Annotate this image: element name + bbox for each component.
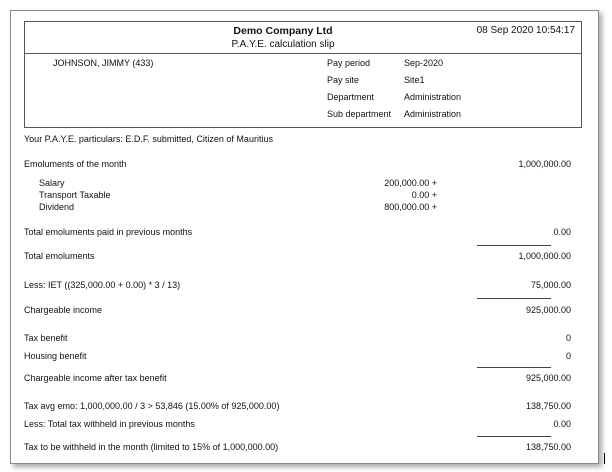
sub-department-label: Sub department bbox=[327, 109, 392, 119]
slip-header bbox=[24, 21, 582, 128]
line-prev-tax-amount: 0.00 bbox=[553, 419, 571, 429]
line-chargeable-income-label: Chargeable income bbox=[24, 305, 103, 315]
header-title-band bbox=[25, 22, 581, 54]
line-iet-amount: 75,000.00 bbox=[530, 280, 571, 290]
sub-department-value: Administration bbox=[404, 109, 462, 119]
employee-name: JOHNSON, JIMMY (433) bbox=[53, 58, 154, 68]
salary-label: Salary bbox=[39, 178, 65, 188]
department-value: Administration bbox=[404, 92, 462, 102]
dividend-amount: 800,000.00 + bbox=[384, 202, 437, 212]
line-tax-benefit-label: Tax benefit bbox=[24, 333, 68, 343]
subtotal-rule bbox=[477, 298, 551, 299]
pay-period-value: Sep-2020 bbox=[404, 58, 444, 68]
line-after-benefit-label: Chargeable income after tax benefit bbox=[24, 373, 167, 383]
print-datetime: 08 Sep 2020 10:54:17 bbox=[476, 25, 575, 36]
department-label: Department bbox=[327, 92, 375, 102]
line-tax-avg-label: Tax avg emo: 1,000,000.00 / 3 > 53,846 (15.00% of 925,000.00) bbox=[24, 401, 280, 411]
transport-taxable-label: Transport Taxable bbox=[39, 190, 111, 200]
line-prev-tax-label: Less: Total tax withheld in previous months bbox=[24, 419, 195, 429]
transport-taxable-amount: 0.00 + bbox=[411, 190, 437, 200]
line-tax-withheld-amount: 138,750.00 bbox=[525, 442, 571, 452]
line-after-benefit-amount: 925,000.00 bbox=[525, 373, 571, 383]
slip-title: P.A.Y.E. calculation slip bbox=[231, 39, 335, 50]
subtotal-rule bbox=[477, 436, 551, 437]
line-tax-benefit-amount: 0 bbox=[565, 333, 571, 343]
text-cursor bbox=[604, 453, 605, 464]
pay-period-label: Pay period bbox=[327, 58, 371, 68]
line-tax-avg-amount: 138,750.00 bbox=[525, 401, 571, 411]
pay-site-value: Site1 bbox=[404, 75, 425, 85]
subtotal-rule bbox=[477, 367, 551, 368]
line-housing-benefit-amount: 0 bbox=[565, 351, 571, 361]
line-iet-label: Less: IET ((325,000.00 + 0.00) * 3 / 13) bbox=[24, 280, 181, 290]
dividend-label: Dividend bbox=[39, 202, 75, 212]
line-prev-emoluments-amount: 0.00 bbox=[553, 227, 571, 237]
emoluments-label: Emoluments of the month bbox=[24, 159, 127, 169]
line-housing-benefit-label: Housing benefit bbox=[24, 351, 87, 361]
company-name: Demo Company Ltd bbox=[233, 25, 333, 37]
emoluments-amount: 1,000,000.00 bbox=[518, 159, 571, 169]
line-prev-emoluments-label: Total emoluments paid in previous months bbox=[24, 227, 193, 237]
paye-slip-page bbox=[10, 10, 599, 464]
salary-amount: 200,000.00 + bbox=[384, 178, 437, 188]
pay-site-label: Pay site bbox=[327, 75, 360, 85]
paye-particulars: Your P.A.Y.E. particulars: E.D.F. submitted, Citizen of Mauritius bbox=[24, 134, 273, 144]
line-total-emoluments-label: Total emoluments bbox=[24, 251, 95, 261]
subtotal-rule bbox=[477, 245, 551, 246]
line-total-emoluments-amount: 1,000,000.00 bbox=[518, 251, 571, 261]
line-chargeable-income-amount: 925,000.00 bbox=[525, 305, 571, 315]
line-tax-withheld-label: Tax to be withheld in the month (limited to 15% of 1,000,000.00) bbox=[24, 442, 279, 452]
